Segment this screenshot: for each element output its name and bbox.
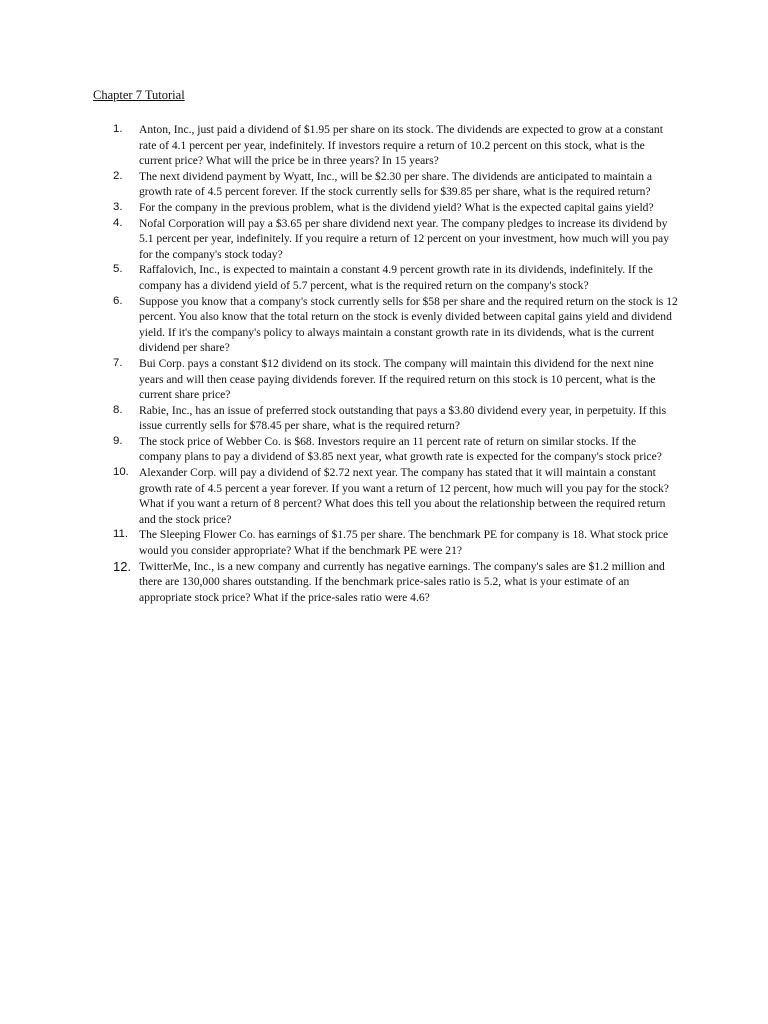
question-item-9 [113,434,679,465]
question-item-7 [113,356,679,403]
question-number: 10. [113,466,129,479]
question-item-2 [113,169,679,200]
question-text: The Sleeping Flower Co. has earnings of $1.75 per share. The benchmark PE for company is 18. What stock price would you consider appropriate? What if the benchmark PE were 21? [139,528,669,558]
question-number: 4. [113,216,123,229]
document-title: Chapter 7 Tutorial [93,88,185,102]
question-item-1 [113,122,679,169]
question-text: Alexander Corp. will pay a dividend of $2.72 next year. The company has stated that it will maintain a constant growth rate of 4.5 percent a year forever. If you want a return of 12 percent, how much will you pay for the stock? What if you want a return of 8 percent? What does this tell you about the relationship between the required return and the stock price? [139,466,669,526]
question-text: Rabie, Inc., has an issue of preferred stock outstanding that pays a $3.80 dividend every year, in perpetuity. If this issue currently sells for $78.45 per share, what is the required return? [139,403,667,433]
question-item-5 [113,262,679,293]
question-text: The stock price of Webber Co. is $68. Investors require an 11 percent rate of return on similar stocks. If the company plans to pay a dividend of $3.85 next year, what growth rate is expected for the company's stock price? [139,434,662,464]
question-text: Nofal Corporation will pay a $3.65 per share dividend next year. The company pledges to increase its dividend by 5.1 percent per year, indefinitely. If you require a return of 12 percent on your investment, how much will you pay for the company's stock today? [139,216,669,261]
question-text: Raffalovich, Inc., is expected to maintain a constant 4.9 percent growth rate in its dividends, indefinitely. If the company has a dividend yield of 5.7 percent, what is the required return on the company's stock? [139,263,653,292]
question-number: 11. [113,528,128,541]
question-text: Bui Corp. pays a constant $12 dividend on its stock. The company will maintain this dividend for the next nine years and will then cease paying dividends forever. If the required return on this stock is 10 percent, what is the current share price? [139,356,656,402]
question-item-11 [113,527,679,558]
question-item-3 [113,200,679,216]
question-item-6 [113,294,679,356]
question-number: 1. [113,123,123,135]
question-number: 5. [113,263,123,276]
question-text: For the company in the previous problem, what is the dividend yield? What is the expected capital gains yield? [139,200,654,214]
question-item-8 [113,403,679,434]
question-item-12 [113,559,679,606]
question-number: 12. [113,558,132,574]
question-text: Anton, Inc., just paid a dividend of $1.95 per share on its stock. The dividends are expected to grow at a constant rate of 4.1 percent per year, indefinitely. If investors require a return of 10.2 percent on this stock, what is the current price? What will the price be in three years? In 15 years? [139,123,663,168]
question-number: 2. [113,169,123,182]
question-number: 3. [113,200,123,213]
question-number: 9. [113,434,123,447]
question-text: The next dividend payment by Wyatt, Inc., will be $2.30 per share. The dividends are anticipated to maintain a growth rate of 4.5 percent forever. If the stock currently sells for $39.85 per share, what is the required return? [139,169,653,199]
question-number: 7. [113,356,123,369]
question-item-4 [113,216,679,263]
question-list [113,122,679,605]
question-number: 6. [113,294,123,307]
question-text: TwitterMe, Inc., is a new company and currently has negative earnings. The company's sales are $1.2 million and there are 130,000 shares outstanding. If the benchmark price-sales ratio is 5.2, what is your estimate of an appropriate stock price? What if the price-sales ratio were 4.6? [139,559,665,604]
question-item-10 [113,465,679,527]
question-text: Suppose you know that a company's stock currently sells for $58 per share and the required return on the stock is 12 percent. You also know that the total return on the stock is evenly divided between capital gains yield and dividend yield. If it's the company's policy to always maintain a constant growth rate in its dividends, what is the current dividend per share? [139,294,678,355]
question-number: 8. [113,403,123,416]
